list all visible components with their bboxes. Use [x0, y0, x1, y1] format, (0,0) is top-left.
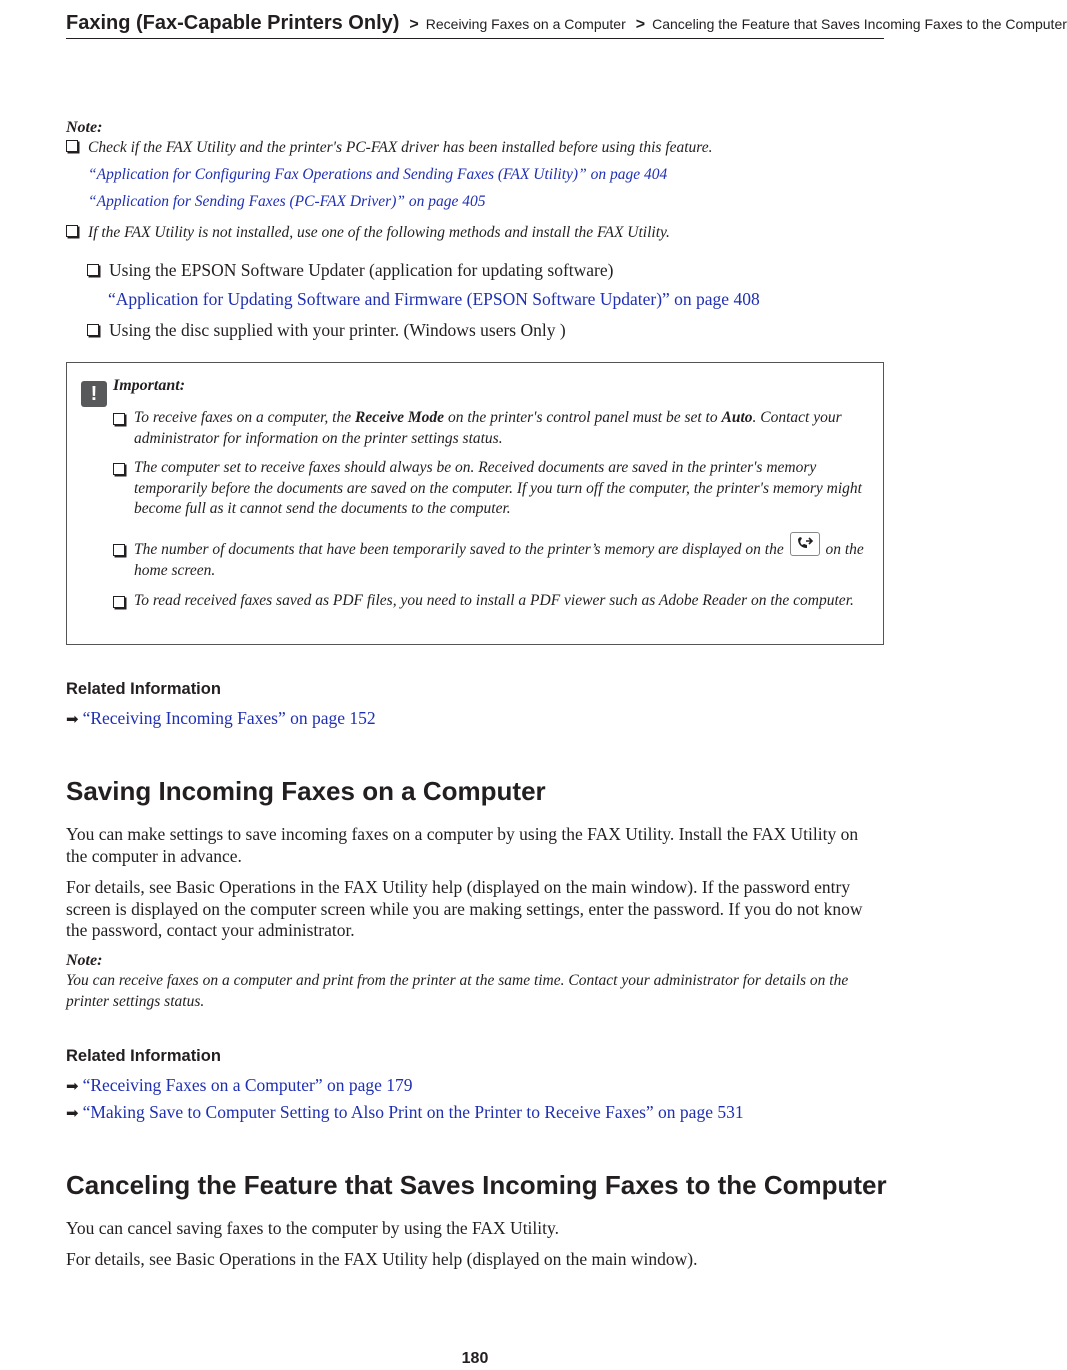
right-arrow-icon: ➡ — [66, 1077, 79, 1095]
link-receiving-incoming-faxes[interactable]: “Receiving Incoming Faxes” on page 152 — [82, 708, 376, 728]
text: To read received faxes saved as PDF files, you need to install a PDF viewer such as Adobe Reader on the computer. — [134, 592, 854, 609]
important-item-computer-on — [113, 458, 875, 520]
related-link-item — [66, 1102, 744, 1123]
breadcrumb-section[interactable]: Faxing (Fax-Capable Printers Only) — [66, 12, 400, 34]
sub-item-text: Using the disc supplied with your printer. (Windows users Only ) — [109, 320, 566, 340]
breadcrumb-crumb-2[interactable]: Canceling the Feature that Saves Incoming Faxes to the Computer — [652, 16, 1067, 32]
important-item-memory-count — [113, 532, 875, 580]
ui-term-receive-mode: Receive Mode — [354, 409, 445, 426]
breadcrumb-separator: > — [409, 16, 419, 33]
important-item-receive-mode — [113, 408, 875, 450]
checkbox-bullet-icon — [113, 596, 125, 608]
checkbox-bullet-icon — [113, 413, 125, 425]
breadcrumb-crumb-1[interactable]: Receiving Faxes on a Computer — [425, 16, 626, 32]
text: The computer set to receive faxes should always be on. Received documents are saved in the printer's memory temporarily before the documents are saved on the computer. If you turn off the computer, the printer's memory might become full as it cannot send the documents to the computer. — [134, 459, 862, 517]
breadcrumb — [66, 12, 1067, 39]
text: . Contact your administrator for information on the printer settings status. — [134, 409, 842, 447]
paragraph: For details, see Basic Operations in the FAX Utility help (displayed on the main window). — [66, 1249, 698, 1269]
checkbox-bullet-icon — [113, 544, 125, 556]
note-label: Note: — [66, 119, 103, 136]
link-receiving-faxes-on-computer[interactable]: “Receiving Faxes on a Computer” on page 179 — [82, 1075, 413, 1095]
right-arrow-icon: ➡ — [66, 710, 79, 728]
note-item-check-installed — [66, 139, 882, 157]
related-link-item — [66, 708, 376, 729]
related-information-title: Related Information — [66, 680, 221, 698]
page-number: 180 — [461, 1350, 489, 1367]
important-box — [66, 362, 884, 645]
fax-home-icon — [790, 532, 820, 556]
note-item-text: Check if the FAX Utility and the printer's PC-FAX driver has been installed before using this feature. — [88, 139, 713, 156]
link-fax-utility[interactable]: “Application for Configuring Fax Operations and Sending Faxes (FAX Utility)” on page 404 — [88, 166, 668, 183]
important-item-pdf-viewer — [113, 591, 875, 633]
ui-term-auto: Auto — [721, 409, 753, 426]
link-epson-software-updater[interactable]: “Application for Updating Software and Firmware (EPSON Software Updater)” on page 408 — [108, 289, 760, 309]
text: on the home screen. — [134, 541, 864, 579]
paragraph: For details, see Basic Operations in the FAX Utility help (displayed on the main window). If the password entry screen is displayed on the computer screen while you are making settings, enter the password. If you do not know the password, contact your administrator. — [66, 877, 863, 940]
note-text: You can receive faxes on a computer and print from the printer at the same time. Contact your administrator for details on the printer settings status. — [66, 972, 849, 1010]
important-title: Important: — [113, 377, 186, 394]
checkbox-bullet-icon — [113, 463, 125, 475]
checkbox-bullet-icon — [87, 324, 99, 336]
checkbox-bullet-icon — [66, 225, 78, 237]
right-arrow-icon: ➡ — [66, 1104, 79, 1122]
related-information-title: Related Information — [66, 1047, 221, 1065]
paragraph: You can make settings to save incoming faxes on a computer by using the FAX Utility. Install the FAX Utility on the computer in advance. — [66, 824, 859, 866]
link-pc-fax-driver[interactable]: “Application for Sending Faxes (PC-FAX Driver)” on page 405 — [88, 193, 486, 210]
text: on the printer's control panel must be set to — [444, 409, 722, 426]
link-save-to-computer-setting[interactable]: “Making Save to Computer Setting to Also Print on the Printer to Receive Faxes” on page 531 — [82, 1102, 744, 1122]
note-item-text: If the FAX Utility is not installed, use one of the following methods and install the FAX Utility. — [88, 224, 670, 241]
checkbox-bullet-icon — [66, 140, 78, 152]
note-label: Note: — [66, 952, 103, 969]
sub-item-text: Using the EPSON Software Updater (application for updating software) — [109, 260, 614, 280]
exclamation-icon: ! — [81, 381, 107, 407]
paragraph: You can cancel saving faxes to the computer by using the FAX Utility. — [66, 1218, 559, 1238]
text: To receive faxes on a computer, the — [134, 409, 355, 426]
note-item-not-installed — [66, 224, 882, 242]
heading-saving-incoming-faxes: Saving Incoming Faxes on a Computer — [66, 776, 546, 806]
text: The number of documents that have been temporarily saved to the printer’s memory are displayed on the — [134, 541, 784, 558]
checkbox-bullet-icon — [87, 264, 99, 276]
heading-canceling-feature: Canceling the Feature that Saves Incoming Faxes to the Computer — [66, 1170, 887, 1200]
sub-item-disc — [87, 320, 882, 341]
related-link-item — [66, 1075, 413, 1096]
breadcrumb-separator: > — [635, 16, 646, 33]
sub-item-software-updater — [87, 260, 882, 281]
